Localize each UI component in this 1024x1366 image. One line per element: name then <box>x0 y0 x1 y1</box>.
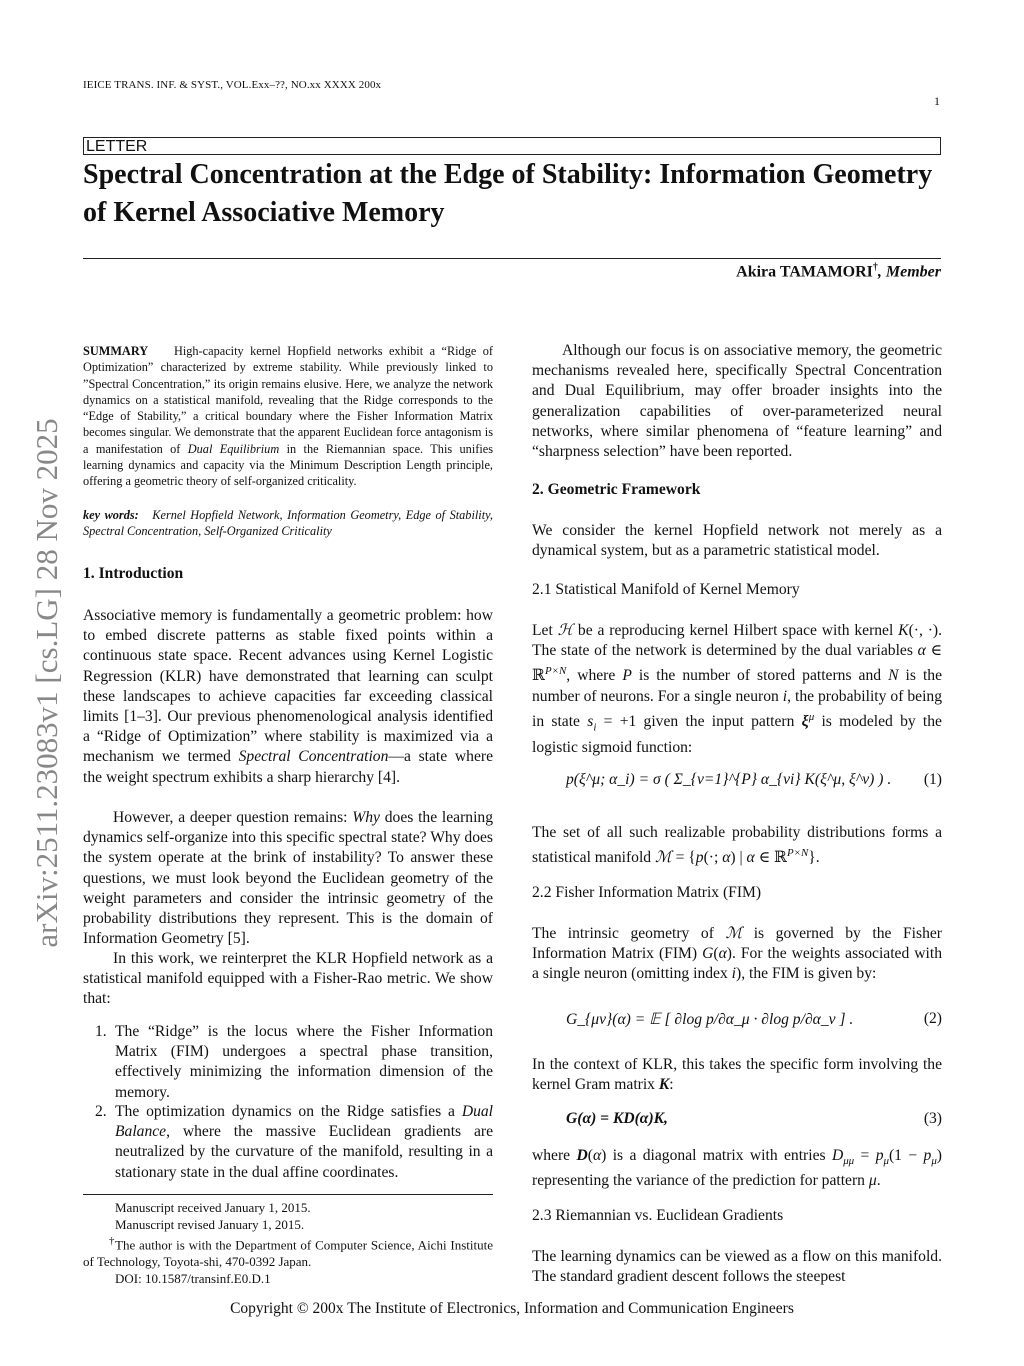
text-segment: is modeled by the logistic sigmoid function: <box>532 713 942 756</box>
title-rule <box>83 258 941 259</box>
text-segment: The intrinsic geometry of <box>532 925 726 942</box>
text-segment: (·; <box>703 849 723 867</box>
equation-3 <box>532 1110 942 1132</box>
list-number: 2. <box>95 1103 107 1120</box>
text-segment: ) | <box>730 849 747 867</box>
text-segment: , where the massive Euclidean gradients are neutralized by the curvature of the manifold, resulting in a stationary state in the dual affine coordinates. <box>115 1123 493 1181</box>
text-segment: is governed by the Fisher Information Matrix (FIM) <box>532 925 942 963</box>
text-segment: ℳ <box>725 925 743 942</box>
text-segment: The “Ridge” is the locus where the Fisher Information Matrix (FIM) undergoes a spectral phase transition, effectively minimizing the information dimension of the memory. <box>115 1023 493 1101</box>
equation-number: (1) <box>923 771 942 788</box>
text-segment: G <box>702 945 714 963</box>
text-segment: The learning dynamics can be viewed as a flow on this manifold. The standard gradient descent follows the steepest <box>532 1248 942 1286</box>
text-segment: be a reproducing kernel Hilbert space with kernel <box>573 622 899 639</box>
equation-number: (2) <box>923 1010 942 1027</box>
keywords <box>83 507 493 540</box>
paragraph <box>532 924 942 985</box>
text-segment: μμ <box>843 1155 855 1168</box>
text-segment: p <box>875 1147 884 1164</box>
paragraph <box>532 1055 942 1095</box>
author-name: Akira TAMAMORI <box>736 263 873 281</box>
text-segment: Dual Balance <box>115 1103 493 1141</box>
summary-text <box>83 344 493 488</box>
text-segment: does the learning dynamics self-organize into this specific spectral state? Why does the system operate at the brink of instability? To answer these questions, we must look beyond the Euclidean geometry of the weight parameters and consider the intrinsic geometry of the probability distributions they represent. This is the domain of Information Geometry [5]. <box>83 809 494 948</box>
text-segment: K <box>658 1076 670 1094</box>
text-segment: ) representing the variance of the prediction for pattern <box>532 1147 942 1190</box>
text-segment: α <box>746 849 755 867</box>
text-segment: ℋ <box>557 622 574 639</box>
footnote-mark: † <box>109 1235 115 1247</box>
subsection-heading-2-3: 2.3 Riemannian vs. Euclidean Gradients <box>532 1207 784 1224</box>
text-segment: ∈ ℝ <box>754 849 787 867</box>
text-segment: N <box>888 667 899 685</box>
author-line <box>600 262 941 281</box>
footnotes <box>83 1199 493 1287</box>
footnote-affiliation-text: The author is with the Department of Computer Science, Aichi Institute of Technology, Toyota-shi, 470-0392 Japan. <box>83 1237 493 1270</box>
text-segment: P×N <box>787 847 809 860</box>
text-segment: ∈ ℝ <box>532 642 942 685</box>
intro-paragraph-3 <box>83 949 493 1010</box>
text-segment: α <box>592 1147 602 1164</box>
text-segment: ). For the weights associated with a single neuron (omitting index <box>532 945 942 983</box>
text-segment: = +1 given the input pattern <box>596 713 802 731</box>
author-role: , Member <box>877 263 941 281</box>
text-segment: p <box>695 849 704 867</box>
text-segment: = <box>854 1147 876 1164</box>
intro-paragraph-1 <box>83 606 493 788</box>
equation-3-body: G(α) = KD(α)K, <box>566 1110 668 1127</box>
text-segment: In this work, we reinterpret the KLR Hopfield network as a statistical manifold equipped with a Fisher-Rao metric. We show that: <box>83 950 493 1008</box>
text-segment: Dual Equilibrium <box>187 441 280 456</box>
text-segment: Associative memory is fundamentally a geometric problem: how to embed discrete patterns as stable fixed points within a continuous state space. Recent advances using Kernel Logistic Regression (KLR) have demonstrated that learning can sculpt these landscapes to achieve capacities far exceeding classical limits [1–3]. Our previous phenomenological analysis identified a “Ridge of Optimization” where stability is maximized via a mechanism we termed <box>83 607 493 766</box>
text-segment: D <box>576 1147 588 1164</box>
subsection-heading-2-2: 2.2 Fisher Information Matrix (FIM) <box>532 884 762 901</box>
text-segment: —a state where the weight spectrum exhibits a sharp hierarchy [4]. <box>83 748 493 786</box>
list-number: 1. <box>95 1023 107 1040</box>
footnote-doi: DOI: 10.1587/transinf.E0.D.1 <box>115 1271 271 1287</box>
text-segment: . <box>876 1172 881 1190</box>
footnote-affiliation <box>83 1233 493 1270</box>
keywords-text: Kernel Hopfield Network, Information Geometry, Edge of Stability, Spectral Concentration, Self-Organized Criticality <box>83 508 493 539</box>
equation-1 <box>532 771 942 799</box>
text-segment: D <box>831 1147 844 1164</box>
text-segment: : <box>669 1076 674 1094</box>
text-segment: α <box>917 642 926 660</box>
text-segment: where <box>532 1147 577 1164</box>
text-segment: ( <box>587 1147 593 1164</box>
text-segment: The optimization dynamics on the Ridge satisfies a <box>115 1103 462 1120</box>
text-segment: α <box>718 945 727 963</box>
text-segment: μ <box>931 1155 937 1168</box>
list-text <box>115 1103 493 1181</box>
footnote-received: Manuscript received January 1, 2015. <box>115 1200 311 1215</box>
text-segment: High-capacity kernel Hopfield networks exhibit a “Ridge of Optimization” characterized by extreme stability. While previously linked to ”Spectral Concentration,” its origin remains elusive. Here, we analyze the network dynamics on a statistical manifold, revealing that the Ridge corresponds to the “Edge of Stability,” a critical boundary where the Fisher Information Matrix becomes singular. We demonstrate that the apparent Euclidean force antagonism is a manifestation of <box>83 344 494 456</box>
text-segment: Let <box>532 622 558 639</box>
paragraph <box>532 341 942 462</box>
equation-number: (3) <box>923 1110 942 1127</box>
paragraph <box>532 521 942 561</box>
text-segment: μ <box>883 1155 889 1168</box>
text-segment: is the number of stored patterns and <box>631 667 889 685</box>
text-segment: Why <box>352 809 380 826</box>
footnote-rule <box>83 1194 493 1195</box>
text-segment: ξ <box>801 713 809 731</box>
section-heading-geometric-framework: 2. Geometric Framework <box>532 481 701 498</box>
subsection-heading-2-1: 2.1 Statistical Manifold of Kernel Memory <box>532 581 800 598</box>
list-item <box>83 1022 493 1103</box>
text-segment: (·, ·). The state of the network is determined by the dual variables <box>532 622 942 660</box>
text-segment: ( <box>713 945 719 963</box>
text-segment: In the context of KLR, this takes the specific form involving the kernel Gram matrix <box>532 1056 942 1094</box>
paragraph <box>532 823 942 869</box>
list-text <box>115 1023 493 1101</box>
text-segment: Spectral Concentration <box>238 748 389 766</box>
paragraph <box>532 621 942 758</box>
text-segment: The set of all such realizable probability distributions forms a statistical manifold <box>532 824 942 867</box>
intro-paragraph-2 <box>83 808 493 949</box>
text-segment: P×N <box>544 665 567 678</box>
text-segment: s <box>587 713 594 731</box>
paper-title: Spectral Concentration at the Edge of Stability: Information Geometry of Kernel Associative Memory <box>83 159 933 228</box>
equation-2 <box>532 1010 942 1038</box>
text-segment: α <box>722 849 731 867</box>
text-segment: However, a deeper question remains: <box>113 809 353 826</box>
text-segment: , where <box>566 667 623 685</box>
paragraph <box>532 1247 942 1287</box>
text-segment: = { <box>671 849 696 867</box>
equation-1-body: p(ξ^μ; α_i) = σ ( Σ_{ν=1}^{P} α_{νi} K(ξ^μ, ξ^ν) ) . <box>566 771 892 788</box>
text-segment: ) is a diagonal matrix with entries <box>601 1147 832 1164</box>
page-number: 1 <box>934 94 940 108</box>
text-segment: ℳ <box>655 849 672 867</box>
text-segment: i <box>593 721 597 734</box>
text-segment: in the Riemannian space. This unifies learning dynamics and capacity via the Minimum Description Length principle, offering a geometric theory of self-organized criticality. <box>83 441 493 489</box>
text-segment: Although our focus is on associative memory, the geometric mechanisms revealed here, specifically Spectral Concentration and Dual Equilibrium, may offer broader insights into the generalization capabilities of over-parameterized neural networks, where similar phenomena of “feature learning” and “sharpness selection” have been reported. <box>532 342 942 461</box>
text-segment: μ <box>808 711 815 723</box>
text-segment: P <box>622 667 632 685</box>
arxiv-stamp: arXiv:2511.23083v1 [cs.LG] 28 Nov 2025 <box>29 418 64 948</box>
summary-label: SUMMARY <box>83 344 149 358</box>
text-segment: i <box>782 687 788 705</box>
text-segment: i <box>731 965 736 983</box>
equation-2-body: G_{μν}(α) = 𝔼 [ ∂log p/∂α_μ · ∂log p/∂α_ν ] . <box>566 1011 854 1028</box>
text-segment: (1 − <box>888 1147 924 1164</box>
text-segment: ), the FIM is given by: <box>736 965 877 983</box>
paragraph <box>532 1146 942 1192</box>
running-head: IEICE TRANS. INF. & SYST., VOL.Exx–??, NO.xx XXXX 200x <box>83 79 382 91</box>
keywords-label: key words: <box>83 508 139 522</box>
article-type-label: LETTER <box>83 137 941 155</box>
footnote-revised: Manuscript revised January 1, 2015. <box>115 1217 305 1232</box>
text-segment: μ <box>868 1172 877 1190</box>
author-mark: † <box>872 262 878 273</box>
text-segment: }. <box>808 849 820 867</box>
copyright-footer: Copyright © 200x The Institute of Electronics, Information and Communication Engineers <box>230 1300 794 1317</box>
text-segment: We consider the kernel Hopfield network not merely as a dynamical system, but as a parametric statistical model. <box>532 522 942 560</box>
text-segment: p <box>923 1147 932 1164</box>
section-heading-introduction: 1. Introduction <box>83 565 184 582</box>
list-item <box>83 1102 493 1183</box>
text-segment: K <box>898 622 909 639</box>
text-segment: , the probability of being in state <box>532 687 942 731</box>
summary <box>83 343 493 490</box>
text-segment: is the number of neurons. For a single neuron <box>532 667 942 705</box>
